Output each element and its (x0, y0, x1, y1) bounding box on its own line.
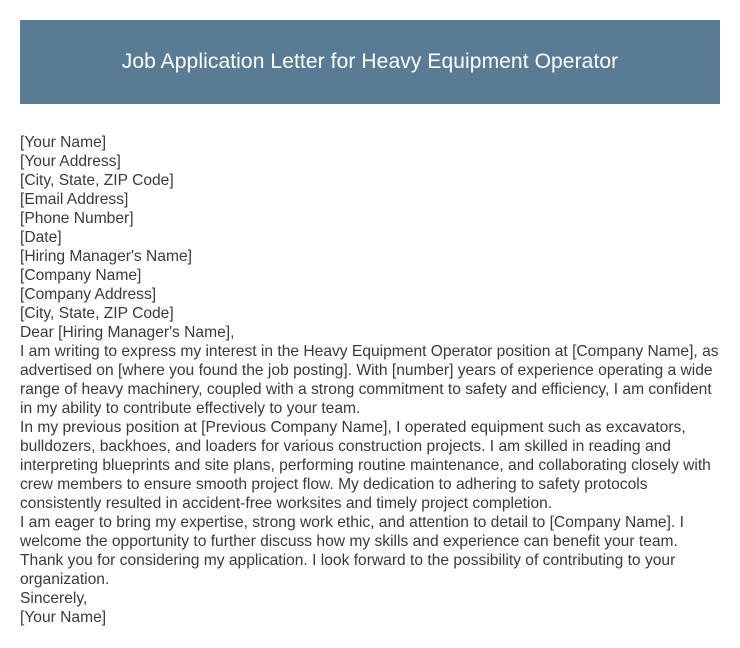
body-paragraph-1: I am writing to express my interest in the Heavy Equipment Operator position at [Company Name], as advertised on [where you found the job posting]. With [number] years of experience operating a wide range of heavy machinery, coupled with a strong commitment to safety and efficiency, I am confident in my ability to contribute effectively to your team. (20, 343, 719, 417)
sender-email: [Email Address] (20, 191, 129, 208)
page-title: Job Application Letter for Heavy Equipment Operator (121, 50, 619, 73)
signature: [Your Name] (20, 609, 107, 626)
salutation: Dear [Hiring Manager's Name], (20, 324, 235, 341)
sender-city-state-zip: [City, State, ZIP Code] (20, 172, 174, 189)
body-paragraph-3: I am eager to bring my expertise, strong work ethic, and attention to detail to [Company Name]. I welcome the opportunity to further discuss how my skills and experience can benefit your team. (20, 514, 684, 550)
body-paragraph-2: In my previous position at [Previous Company Name], I operated equipment such as excavators, bulldozers, backhoes, and loaders for various construction projects. I am skilled in reading and interpreting blueprints and site plans, performing routine maintenance, and collaborating closely with crew members to ensure smooth project flow. My dedication to adhering to safety protocols consistently resulted in accident-free worksites and timely project completion. (20, 419, 711, 512)
letter-body (20, 133, 720, 627)
recipient-city-state-zip: [City, State, ZIP Code] (20, 305, 174, 322)
header-banner (20, 20, 720, 104)
body-paragraph-4: Thank you for considering my application. I look forward to the possibility of contributing to your organization. (20, 552, 676, 588)
recipient-company-name: [Company Name] (20, 267, 142, 284)
recipient-manager-name: [Hiring Manager's Name] (20, 248, 192, 265)
recipient-company-address: [Company Address] (20, 286, 157, 303)
sender-name: [Your Name] (20, 134, 107, 151)
sender-address: [Your Address] (20, 153, 121, 170)
closing: Sincerely, (20, 590, 88, 607)
letter-date: [Date] (20, 229, 62, 246)
sender-phone: [Phone Number] (20, 210, 134, 227)
